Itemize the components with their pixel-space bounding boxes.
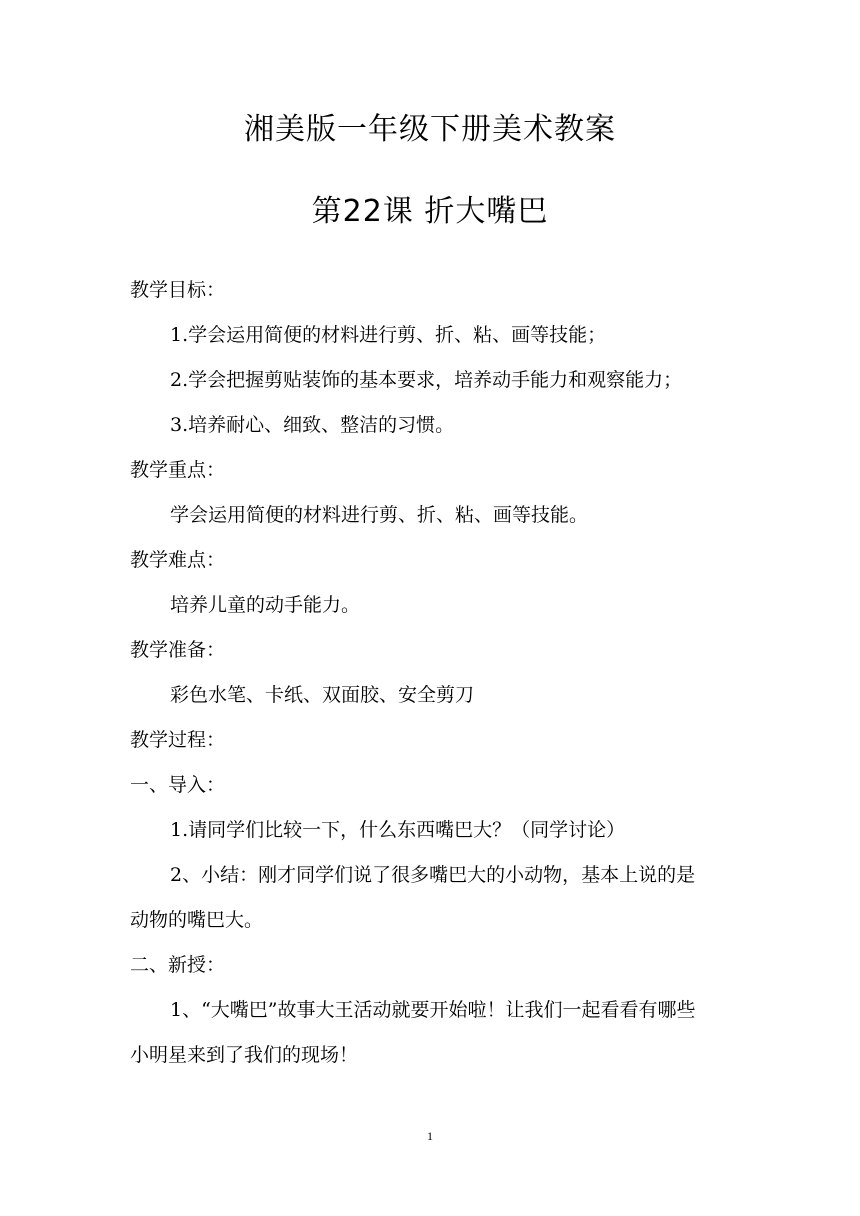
process-step-intro-heading: 一、导入： bbox=[130, 774, 226, 796]
difficulties-text: 培养儿童的动手能力。 bbox=[170, 594, 361, 616]
section-heading-preparation: 教学准备： bbox=[130, 639, 226, 661]
key-points-text: 学会运用简便的材料进行剪、折、粘、画等技能。 bbox=[170, 504, 589, 526]
page-number: 1 bbox=[427, 1129, 433, 1143]
section-heading-objectives: 教学目标： bbox=[130, 279, 226, 301]
section-heading-key-points: 教学重点： bbox=[130, 459, 226, 481]
section-heading-process: 教学过程： bbox=[130, 729, 226, 751]
intro-item-1: 1.请同学们比较一下，什么东西嘴巴大？（同学讨论） bbox=[170, 819, 626, 841]
preparation-text: 彩色水笔、卡纸、双面胶、安全剪刀 bbox=[170, 684, 475, 706]
process-step-new-lesson-heading: 二、新授： bbox=[130, 954, 226, 976]
objective-item-3: 3.培养耐心、细致、整洁的习惯。 bbox=[170, 414, 455, 436]
objective-item-1: 1.学会运用简便的材料进行剪、折、粘、画等技能； bbox=[170, 324, 607, 346]
new-lesson-item-1-line-1: 1、“大嘴巴”故事大王活动就要开始啦！让我们一起看看有哪些 bbox=[170, 999, 696, 1021]
intro-item-2-line-2: 动物的嘴巴大。 bbox=[130, 909, 264, 931]
section-heading-difficulties: 教学难点： bbox=[130, 549, 226, 571]
intro-item-2-line-1: 2、小结：刚才同学们说了很多嘴巴大的小动物，基本上说的是 bbox=[170, 864, 696, 886]
document-title: 湘美版一年级下册美术教案 bbox=[244, 112, 616, 147]
new-lesson-item-1-line-2: 小明星来到了我们的现场！ bbox=[130, 1044, 359, 1066]
objective-item-2: 2.学会把握剪贴装饰的基本要求，培养动手能力和观察能力； bbox=[170, 369, 683, 391]
lesson-title: 第22课 折大嘴巴 bbox=[311, 194, 549, 229]
